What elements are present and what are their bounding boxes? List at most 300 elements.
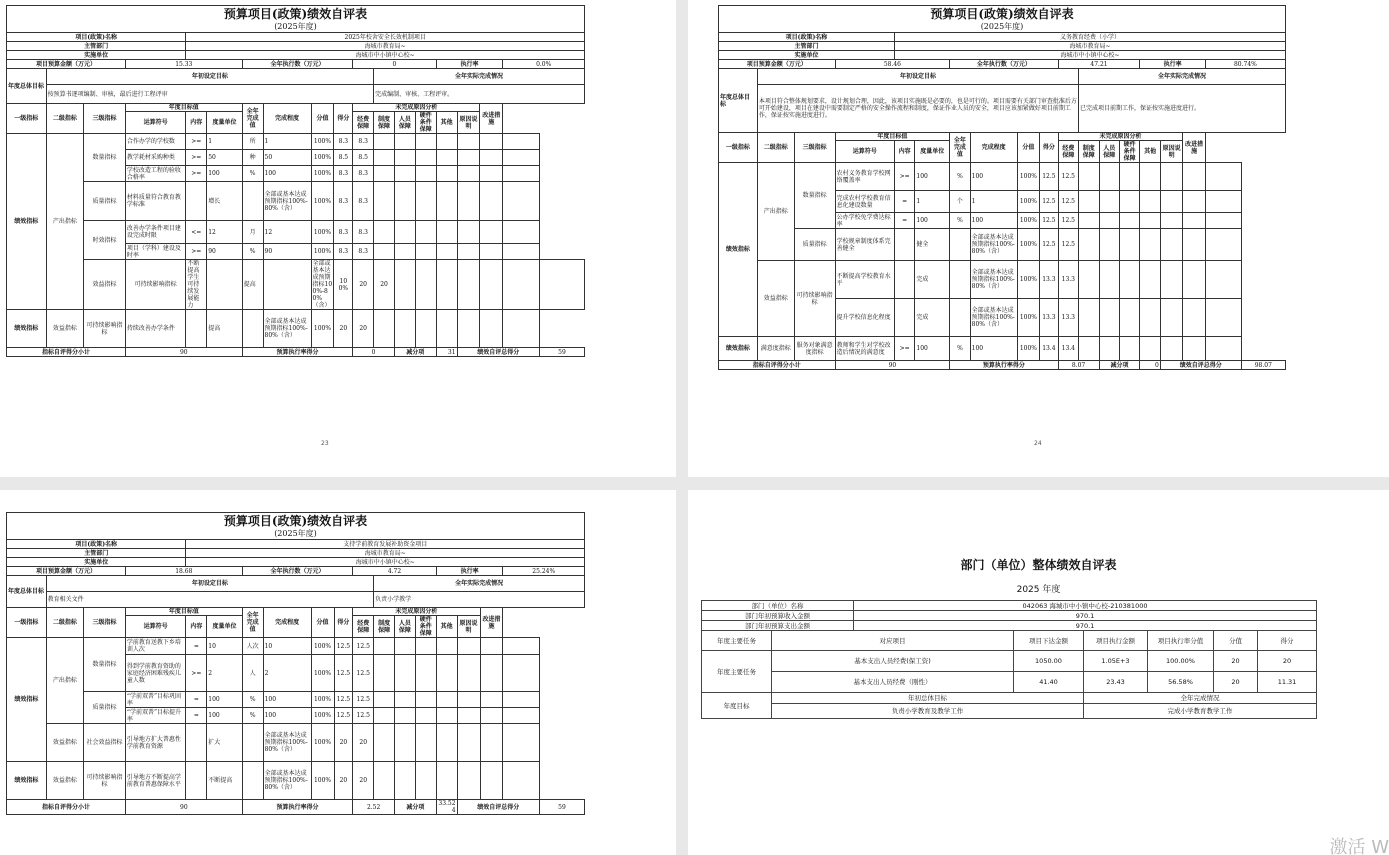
empty-cell: [395, 724, 416, 762]
cell: %: [242, 692, 263, 708]
cell: 50: [263, 150, 311, 166]
cell: “学前双普”目标巩固率: [125, 692, 186, 708]
cell: 100%: [1017, 213, 1040, 229]
cell: 100%: [311, 655, 334, 692]
cell: [207, 260, 242, 310]
cell: 1: [207, 134, 242, 150]
page-24: [688, 0, 1389, 477]
cell: 98.07: [1241, 361, 1285, 370]
header-cell: 分值: [1017, 133, 1040, 163]
cell: 产出指标: [757, 163, 794, 261]
header-cell: 其他: [436, 616, 457, 638]
cell: 8.3: [353, 134, 374, 150]
cell: 8.3: [334, 166, 353, 182]
empty-cell: [480, 724, 503, 762]
cell: 8.5: [334, 150, 353, 166]
cell: 100%: [311, 724, 334, 762]
cell: [894, 229, 914, 261]
cell: =: [894, 191, 914, 213]
cell: [950, 261, 970, 299]
cell: 41.40: [1014, 672, 1084, 693]
empty-cell: [1140, 163, 1160, 191]
cell: 12.5: [1040, 163, 1058, 191]
empty-cell: [1205, 229, 1241, 261]
empty-cell: [480, 655, 503, 692]
cell: 完成: [915, 261, 950, 299]
header-cell: 运算符号: [835, 141, 894, 163]
cell: 25.24%: [503, 567, 585, 576]
header-cell: 得分: [334, 104, 353, 134]
cell: 全部或基本达成预期指标100%-80%（含）: [970, 229, 1017, 261]
cell: 农村义务教育学校网络覆盖率: [835, 163, 894, 191]
cell: 数量指标: [84, 638, 126, 692]
cell: 12: [207, 221, 242, 244]
cell: 100%: [1017, 299, 1040, 337]
header-cell: 完成程度: [970, 133, 1017, 163]
empty-cell: [457, 221, 480, 244]
empty-cell: [374, 310, 395, 348]
table-row: [7, 310, 585, 348]
cell: 20: [1258, 651, 1317, 672]
cell: 100: [970, 337, 1017, 361]
cell: 绩效自评总得分: [457, 800, 539, 815]
cell: 100%: [311, 708, 334, 724]
cell: 20: [334, 310, 353, 348]
empty-cell: [457, 166, 480, 182]
cell: 100: [970, 163, 1017, 191]
cell: 58.46: [835, 60, 950, 69]
empty-cell: [457, 692, 480, 708]
cell: =: [186, 638, 207, 655]
cell: 全年完成情况: [1084, 693, 1317, 704]
cell: 100: [263, 692, 311, 708]
dept-year: 2025 年度: [1016, 585, 1061, 595]
cell: 100: [263, 166, 311, 182]
header-cell: 经费保障: [353, 616, 374, 638]
cell: 全部或基本达成预期指标100%-80%（含）: [970, 261, 1017, 299]
cell: 全年执行数（万元）: [242, 567, 353, 576]
cell: 指标自评得分小计: [719, 361, 836, 370]
empty-cell: [480, 150, 503, 166]
cell: 可持续影响指标: [84, 762, 126, 800]
header-cell: 一级指标: [7, 608, 47, 638]
cell: 数量指标: [794, 163, 835, 229]
header-cell: 度量单位: [207, 616, 242, 638]
cell: 材料质量符合教育教学标准: [125, 182, 185, 221]
cell: 效益指标: [84, 260, 126, 310]
cell: 完成编制、审核、工程评审。: [374, 85, 585, 104]
empty-cell: [1119, 261, 1139, 299]
empty-cell: [503, 244, 540, 260]
cell: 59: [539, 800, 584, 815]
cell: 20: [1214, 672, 1258, 693]
cell: 海城市中小镇中心校~: [186, 51, 585, 60]
cell: 2: [207, 655, 242, 692]
header-cell: 运算符号: [125, 616, 186, 638]
cell: 分值: [1214, 631, 1258, 651]
empty-cell: [480, 260, 503, 310]
empty-cell: [503, 638, 540, 655]
empty-cell: [436, 310, 457, 348]
empty-cell: [1119, 213, 1139, 229]
cell: 8.3: [353, 182, 374, 221]
cell: [186, 182, 207, 221]
cell: 合作办学的学校数: [125, 134, 185, 150]
footer-row: [7, 348, 585, 357]
cell: 部门（单位）名称: [702, 601, 854, 611]
cell: 社会效益指标: [84, 724, 126, 762]
empty-cell: [436, 638, 457, 655]
cell: 全部或基本达成预期指标100%-80%（含）: [312, 260, 333, 309]
cell: 13.3: [1040, 299, 1058, 337]
empty-cell: [394, 221, 415, 244]
cell: %: [242, 244, 263, 260]
cell: 学前教育送教下乡培训人次: [125, 638, 186, 655]
cell: 绩效指标: [719, 337, 758, 361]
cell: 12.5: [1058, 191, 1078, 213]
cell: 年度主要任务: [702, 651, 772, 693]
cell: 12.5: [334, 708, 353, 724]
cell: 12.5: [1040, 213, 1058, 229]
table-row: [719, 163, 1286, 191]
empty-cell: [436, 762, 457, 800]
cell: 8.3: [353, 166, 374, 182]
table-row: [719, 337, 1286, 361]
cell: 支持学前教育发展补助资金项目: [186, 540, 585, 549]
empty-cell: [415, 166, 436, 182]
empty-cell: [503, 655, 540, 692]
dept-title: 部门（单位）整体绩效自评表: [960, 558, 1117, 572]
empty-cell: [1205, 213, 1241, 229]
empty-cell: [395, 655, 416, 692]
cell: 12.5: [1058, 213, 1078, 229]
header-cell: 人员保障: [394, 112, 415, 134]
empty-cell: [436, 134, 457, 150]
cell: 100: [207, 166, 242, 182]
cell: 时效指标: [84, 221, 126, 260]
cell: 100: [207, 692, 242, 708]
empty-cell: [394, 182, 415, 221]
cell: 8.3: [334, 134, 353, 150]
cell: 海城市教育局~: [186, 549, 585, 558]
cell: 13.4: [1058, 337, 1078, 361]
dept-table: [701, 600, 1317, 719]
cell: 12.5: [334, 692, 353, 708]
cell: 绩效自评总得分: [457, 348, 539, 357]
cell: 减分项: [395, 800, 437, 815]
cell: 得到学前教育资助的家庭经济困难残疾儿童人数: [125, 655, 186, 692]
cell: 绩效指标: [7, 762, 47, 800]
empty-cell: [374, 708, 395, 724]
empty-cell: [503, 166, 540, 182]
cell: 12.5: [1040, 229, 1058, 261]
empty-cell: [503, 762, 540, 800]
header-cell: 原因说明: [1160, 141, 1183, 163]
header-cell: 全年完成值: [242, 608, 263, 638]
empty-cell: [415, 182, 436, 221]
empty-cell: [1119, 163, 1139, 191]
cell: 月: [242, 221, 263, 244]
sheet-title: 预算项目(政策)绩效自评表: [6, 512, 585, 529]
empty-cell: [415, 692, 436, 708]
cell: 绩效指标: [7, 134, 47, 310]
cell: 100: [207, 708, 242, 724]
cell: 100: [263, 708, 311, 724]
cell: 教育相关文件: [46, 592, 374, 608]
cell: 预算执行率得分: [242, 800, 353, 815]
table-row: [7, 638, 585, 655]
cell: 项目执行率分值: [1148, 631, 1214, 651]
cell: 20: [353, 260, 374, 310]
empty-cell: [1099, 213, 1119, 229]
cell: 提高: [207, 310, 242, 348]
cell: 18.68: [125, 567, 242, 576]
empty-cell: [457, 182, 480, 221]
table-row: [7, 134, 585, 150]
cell: <=: [186, 221, 207, 244]
header-cell: 二级指标: [46, 608, 84, 638]
empty-cell: [415, 134, 436, 150]
sheet-year: (2025年度): [6, 529, 585, 539]
table-row: [7, 260, 585, 310]
header-cell: 内容: [894, 141, 914, 163]
cell: 全部或基本达成预期指标100%-80%（含）: [263, 310, 311, 348]
empty-cell: [415, 638, 436, 655]
empty-cell: [436, 150, 457, 166]
cell: 8.3: [334, 182, 353, 221]
cell: 1: [970, 191, 1017, 213]
header-cell: 三级指标: [794, 133, 835, 163]
cell: >=: [186, 655, 207, 692]
eval-table: [6, 539, 585, 815]
empty-cell: [1205, 191, 1241, 213]
cell: 12.5: [353, 692, 374, 708]
cell: 数量指标: [84, 134, 126, 182]
cell: 8.5: [353, 150, 374, 166]
cell: 2025年校舍安全长效机制项目: [186, 33, 585, 42]
cell: 50: [207, 150, 242, 166]
empty-cell: [457, 708, 480, 724]
empty-cell: [503, 182, 540, 221]
empty-cell: [1183, 213, 1206, 229]
cell: 实施单位: [7, 558, 186, 567]
cell: 全年实际完成情况: [1079, 69, 1286, 85]
cell: 海城市教育局~: [186, 42, 585, 51]
cell: 20: [334, 724, 353, 762]
cell: 全年执行数（万元）: [950, 60, 1058, 69]
cell: 12.5: [353, 708, 374, 724]
page-number: 24: [1034, 440, 1042, 447]
cell: >=: [186, 244, 207, 260]
cell: >=: [894, 163, 914, 191]
empty-cell: [436, 166, 457, 182]
cell: 23.43: [1084, 672, 1148, 693]
cell: 年度总体目标: [7, 576, 47, 608]
eval-table: [718, 32, 1286, 370]
empty-cell: [374, 724, 395, 762]
empty-cell: [395, 708, 416, 724]
cell: 义务教育经费（小学）: [894, 33, 1285, 42]
cell: [242, 762, 263, 800]
cell: 海城市中小镇中心校~: [894, 51, 1285, 60]
cell: 0: [1140, 361, 1160, 370]
cell: 部门年初预算支出金额: [702, 621, 854, 631]
cell: 可持续影响指标: [84, 310, 126, 348]
empty-cell: [1119, 229, 1139, 261]
empty-cell: [1119, 191, 1139, 213]
cell: 100%: [1017, 191, 1040, 213]
cell: 得分: [1258, 631, 1317, 651]
cell: 主管部门: [7, 549, 186, 558]
header-cell: 二级指标: [757, 133, 794, 163]
cell: 年初设定目标: [46, 576, 374, 592]
footer-row: [719, 361, 1286, 370]
cell: 90: [207, 244, 242, 260]
empty-cell: [1160, 299, 1183, 337]
header-cell: 年度目标值: [835, 133, 950, 141]
header-cell: 度量单位: [915, 141, 950, 163]
empty-cell: [1099, 337, 1119, 361]
table-row: [719, 261, 1286, 299]
table-row: [7, 762, 585, 800]
cell: 指标自评得分小计: [7, 348, 126, 357]
header-cell: 其他: [436, 112, 457, 134]
header-cell: 分值: [311, 608, 334, 638]
cell: 11.31: [1258, 672, 1317, 693]
header-cell: 人员保障: [395, 616, 416, 638]
cell: 主管部门: [719, 42, 895, 51]
cell: 学校规章制度体系完善健全: [835, 229, 894, 261]
header-cell: 未完成原因分析: [353, 608, 480, 616]
cell: 15.33: [125, 60, 242, 69]
header-cell: 分值: [311, 104, 334, 134]
empty-cell: [1140, 337, 1160, 361]
table-row: [7, 692, 585, 708]
sheet-title: 预算项目(政策)绩效自评表: [718, 5, 1286, 22]
empty-cell: [436, 692, 457, 708]
cell: %: [950, 163, 970, 191]
cell: 减分项: [394, 348, 436, 357]
cell: [242, 310, 263, 348]
cell: 8.07: [1058, 361, 1099, 370]
cell: [242, 182, 263, 221]
cell: 100%: [311, 166, 334, 182]
cell: 90: [263, 244, 311, 260]
cell: 执行率: [1140, 60, 1205, 69]
cell: >=: [186, 150, 207, 166]
cell: 完成农村学校教育信息化建设数量: [835, 191, 894, 213]
cell: 100%: [311, 692, 334, 708]
cell: 提高: [242, 260, 263, 310]
empty-cell: [415, 762, 436, 800]
cell: 年初设定目标: [46, 69, 373, 85]
empty-cell: [1160, 229, 1183, 261]
cell: 项目（学科）建设及时率: [125, 244, 185, 260]
empty-cell: [415, 221, 436, 244]
empty-cell: [503, 310, 540, 348]
cell: 预算执行率得分: [242, 348, 353, 357]
cell: 年初设定目标: [757, 69, 1078, 85]
cell: 减分项: [1099, 361, 1140, 370]
cell: 基本支出人员经费（刚性）: [772, 672, 1014, 693]
sheet-year: (2025年度): [6, 22, 585, 32]
cell: >=: [186, 134, 207, 150]
empty-cell: [1079, 229, 1099, 261]
table-row: [7, 182, 585, 221]
header-cell: 年度目标值: [125, 104, 242, 112]
empty-cell: [374, 762, 395, 800]
empty-cell: [480, 166, 503, 182]
cell: 提升学校信息化程度: [835, 299, 894, 337]
cell: 20: [374, 260, 395, 310]
empty-cell: [539, 260, 584, 310]
cell: 项目执行金额: [1084, 631, 1148, 651]
empty-cell: [1205, 337, 1241, 361]
cell: 项目(政策)名称: [719, 33, 895, 42]
cell: 100%: [1017, 229, 1040, 261]
empty-cell: [394, 260, 415, 310]
empty-cell: [415, 260, 436, 310]
header-cell: 改进措施: [480, 104, 503, 134]
cell: 0: [353, 60, 436, 69]
header-cell: 改进措施: [1183, 133, 1206, 163]
empty-cell: [436, 182, 457, 221]
cell: 13.3: [1040, 261, 1058, 299]
cell: %: [950, 337, 970, 361]
cell: 效益指标: [46, 724, 84, 762]
cell: 年初总体目标: [772, 693, 1084, 704]
cell: 20: [1214, 651, 1258, 672]
cell: [950, 299, 970, 337]
empty-cell: [1119, 299, 1139, 337]
empty-cell: [480, 708, 503, 724]
cell: 13.4: [1040, 337, 1058, 361]
cell: 绩效自评总得分: [1160, 361, 1241, 370]
header-cell: 原因说明: [457, 616, 480, 638]
cell: 效益指标: [757, 261, 794, 337]
cell: 全部或基本达成预期指标100%-80%（含）: [970, 299, 1017, 337]
cell: 8.3: [334, 244, 353, 260]
empty-cell: [503, 150, 540, 166]
cell: 2: [263, 655, 311, 692]
cell: 部门年初预算收入金额: [702, 611, 854, 621]
page-23: [0, 0, 676, 477]
empty-cell: [436, 655, 457, 692]
cell: 100%: [1017, 337, 1040, 361]
cell: 100: [915, 337, 950, 361]
empty-cell: [394, 244, 415, 260]
cell: 20: [353, 310, 374, 348]
empty-cell: [480, 244, 503, 260]
cell: 完成小学教育教学工作: [1084, 704, 1317, 719]
empty-cell: [1160, 261, 1183, 299]
header-cell: 人员保障: [1099, 141, 1119, 163]
cell: 13.3: [1058, 299, 1078, 337]
cell: [186, 310, 207, 348]
header-cell: 内容: [186, 616, 207, 638]
header-cell: 改进措施: [480, 608, 503, 638]
empty-cell: [415, 655, 436, 692]
empty-cell: [457, 150, 480, 166]
cell: %: [242, 166, 263, 182]
header-cell: 运算符号: [125, 112, 185, 134]
cell: 10: [207, 638, 242, 655]
table-row: [7, 221, 585, 244]
empty-cell: [436, 221, 457, 244]
empty-cell: [436, 708, 457, 724]
cell: [242, 724, 263, 762]
table-row: [719, 229, 1286, 261]
